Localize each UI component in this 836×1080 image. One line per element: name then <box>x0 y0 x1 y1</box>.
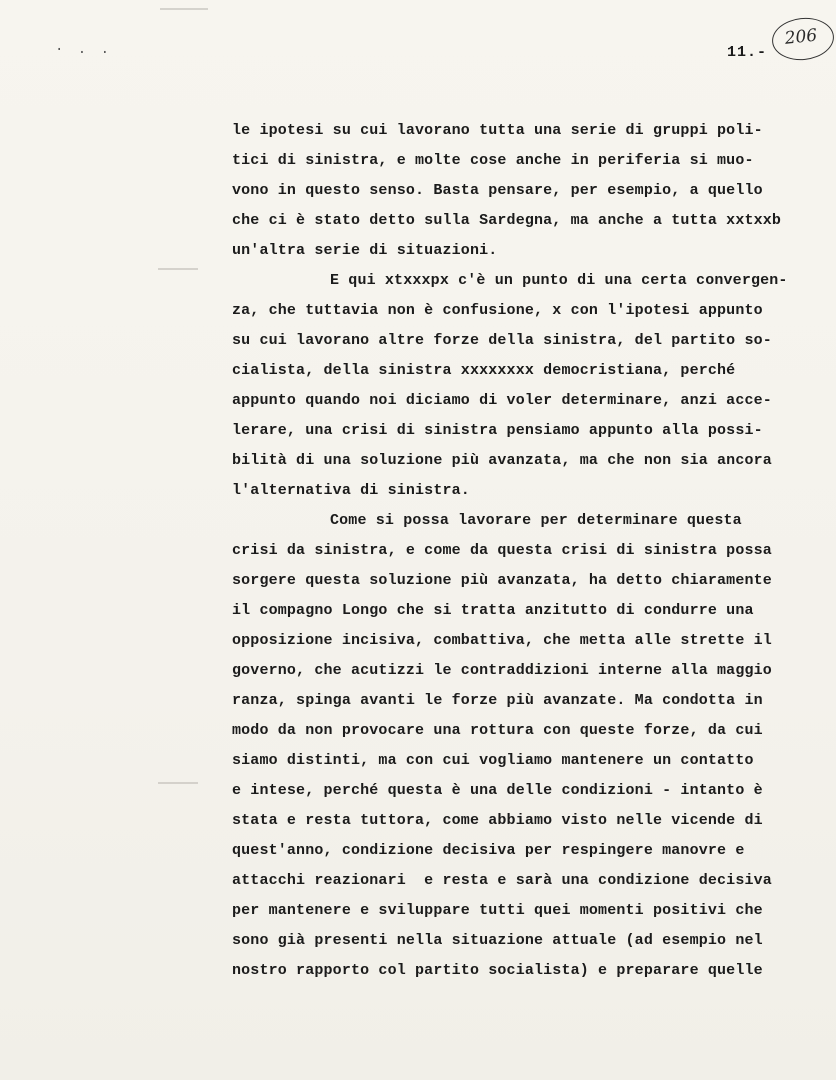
text-line: nostro rapporto col partito socialista) e preparare quelle <box>232 962 763 979</box>
text-line-indented: Come si possa lavorare per determinare questa <box>330 512 742 529</box>
text-line: siamo distinti, ma con cui vogliamo mantenere un contatto <box>232 752 754 769</box>
text-line: cialista, della sinistra xxxxxxxx democristiana, perché <box>232 362 736 379</box>
archive-stamp <box>770 15 836 63</box>
text-line: sorgere questa soluzione più avanzata, ha detto chiaramente <box>232 572 772 589</box>
text-line: quest'anno, condizione decisiva per respingere manovre e <box>232 842 745 859</box>
text-line: ranza, spinga avanti le forze più avanzate. Ma condotta in <box>232 692 763 709</box>
scan-artifact-left-2 <box>158 782 198 784</box>
text-line: attacchi reazionari e resta e sarà una condizione decisiva <box>232 872 772 889</box>
text-line: e intese, perché questa è una delle condizioni - intanto è <box>232 782 763 799</box>
text-line: per mantenere e sviluppare tutti quei momenti positivi che <box>232 902 763 919</box>
text-line: appunto quando noi diciamo di voler determinare, anzi acce- <box>232 392 772 409</box>
text-line: su cui lavorano altre forze della sinistra, del partito so- <box>232 332 772 349</box>
text-line-indented: E qui xtxxxpx c'è un punto di una certa convergen- <box>330 272 788 289</box>
text-line: crisi da sinistra, e come da questa crisi di sinistra possa <box>232 542 772 559</box>
text-line: lerare, una crisi di sinistra pensiamo appunto alla possi- <box>232 422 763 439</box>
text-line: za, che tuttavia non è confusione, x con l'ipotesi appunto <box>232 302 763 319</box>
text-line: il compagno Longo che si tratta anzitutto di condurre una <box>232 602 754 619</box>
page-number: 11.- <box>727 44 768 61</box>
text-line: opposizione incisiva, combattiva, che metta alle strette il <box>232 632 772 649</box>
scan-artifact-top <box>160 8 208 10</box>
margin-dots: · . . <box>55 42 113 58</box>
text-line: che ci è stato detto sulla Sardegna, ma anche a tutta xxtxxb <box>232 212 782 229</box>
text-line: sono già presenti nella situazione attuale (ad esempio nel <box>232 932 763 949</box>
text-line: tici di sinistra, e molte cose anche in periferia si muo- <box>232 152 754 169</box>
text-line: vono in questo senso. Basta pensare, per esempio, a quello <box>232 182 763 199</box>
text-line: un'altra serie di situazioni. <box>232 242 498 259</box>
text-line: governo, che acutizzi le contraddizioni interne alla maggio <box>232 662 772 679</box>
text-line: le ipotesi su cui lavorano tutta una serie di gruppi poli- <box>232 122 763 139</box>
archive-stamp-number: 206 <box>783 25 819 49</box>
text-line: stata e resta tuttora, come abbiamo visto nelle vicende di <box>232 812 763 829</box>
text-line: bilità di una soluzione più avanzata, ma che non sia ancora <box>232 452 772 469</box>
text-line: modo da non provocare una rottura con queste forze, da cui <box>232 722 763 739</box>
typewritten-body <box>232 116 812 986</box>
text-line: l'alternativa di sinistra. <box>232 482 470 499</box>
scan-artifact-left-1 <box>158 268 198 270</box>
